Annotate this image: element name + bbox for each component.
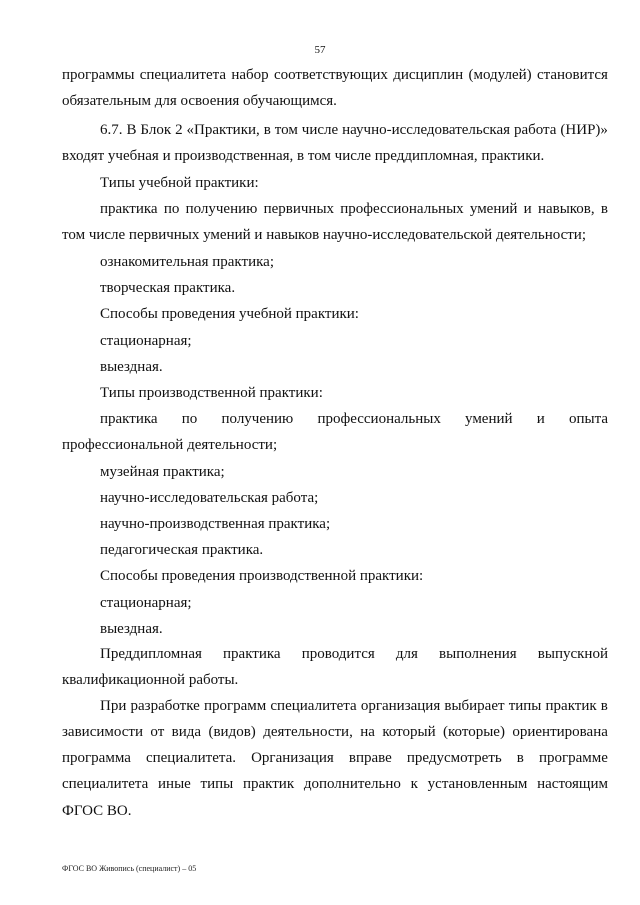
text-line: научно-исследовательская работа; [100,490,319,506]
text-line: обязательным для освоения обучающимся. [62,93,337,109]
text-line: программа специалитета. Организация вправе предусмотреть в программе [62,750,608,766]
text-line: выездная. [100,621,163,637]
text-line: Преддипломная практика проводится для выполнения выпускной [100,646,608,662]
text-line: стационарная; [100,595,192,611]
footer-note: ФГОС ВО Живопись (специалист) – 05 [62,864,197,873]
text-line: педагогическая практика. [100,542,264,558]
text-line: зависимости от вида (видов) деятельности, на который (которые) ориентирована [62,724,608,740]
text-line: профессиональной деятельности; [62,437,278,453]
text-line: том числе первичных умений и навыков научно-исследовательской деятельности; [62,227,586,243]
text-line: музейная практика; [100,464,225,480]
text-line: научно-производственная практика; [100,516,331,532]
text-line: творческая практика. [100,280,236,296]
text-line: При разработке программ специалитета организация выбирает типы практик в [100,698,608,714]
text-line: Типы производственной практики: [100,385,323,401]
text-line: 6.7. В Блок 2 «Практики, в том числе научно-исследовательская работа (НИР)» [100,122,608,138]
text-line: квалификационной работы. [62,672,239,688]
text-line: специалитета иные типы практик дополнительно к установленным настоящим [62,776,608,792]
text-line: программы специалитета набор соответствующих дисциплин (модулей) становится [62,67,608,83]
text-line: выездная. [100,359,163,375]
text-line: Типы учебной практики: [100,175,259,191]
page-number: 57 [314,44,326,56]
text-line: стационарная; [100,333,192,349]
text-line: входят учебная и производственная, в том числе преддипломная, практики. [62,148,545,164]
text-line: практика по получению профессиональных умений и опыта [100,411,608,427]
text-line: ФГОС ВО. [62,803,132,819]
text-line: ознакомительная практика; [100,254,274,270]
text-line: Способы проведения производственной практики: [100,568,424,584]
text-line: Способы проведения учебной практики: [100,306,359,322]
text-line: практика по получению первичных профессиональных умений и навыков, в [100,201,608,217]
